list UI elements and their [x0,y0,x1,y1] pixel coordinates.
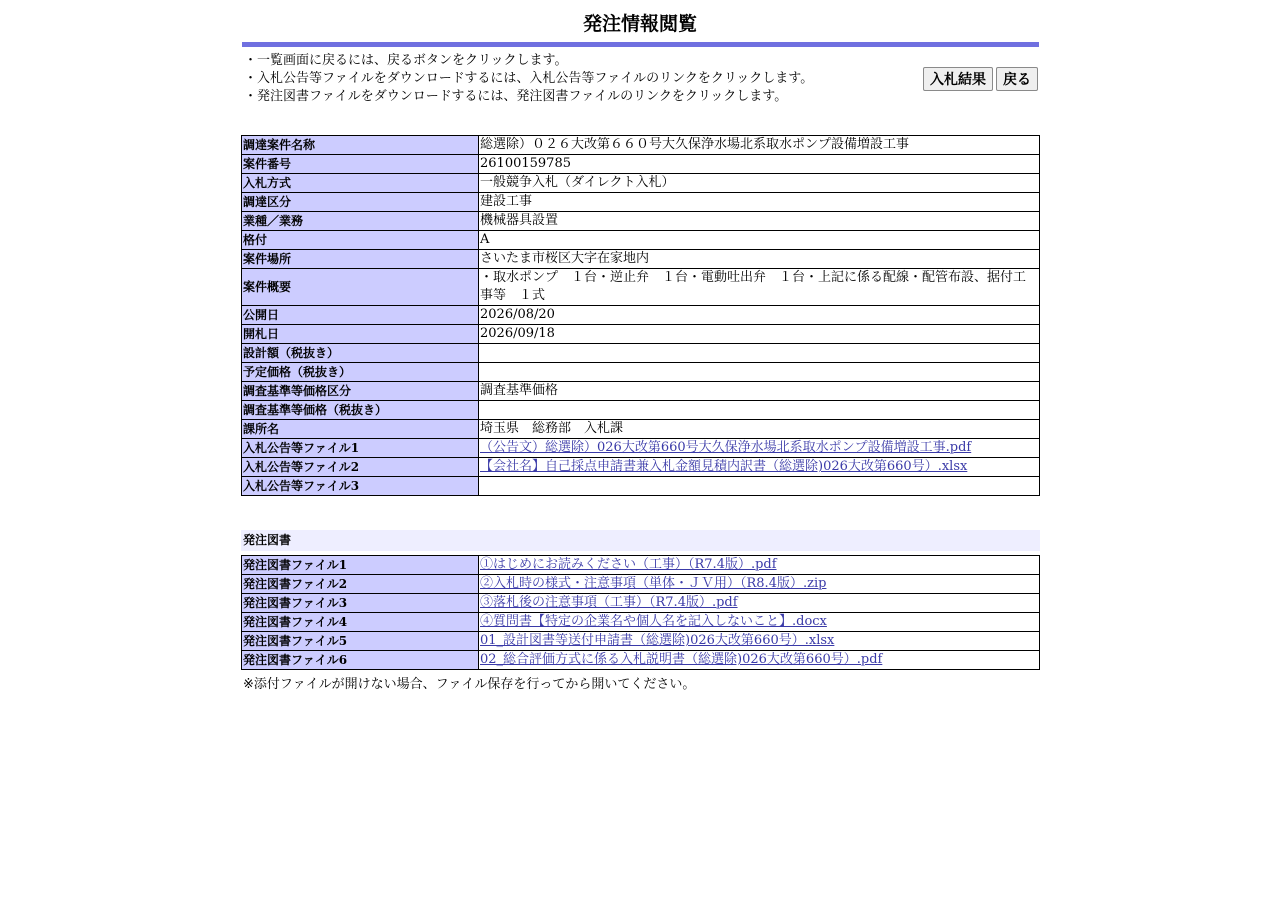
back-button[interactable]: 戻る [996,67,1038,91]
row-label: 公開日 [242,306,479,325]
row-label: 課所名 [242,420,479,439]
table-row [242,401,1040,420]
drawing-file-5-link[interactable]: 01_設計図書等送付申請書（総選除)026大改第660号）.xlsx [480,633,835,648]
table-row [242,250,1040,269]
file-cell [479,439,1040,458]
table-row [242,556,1040,575]
instruction-item: ・一覧画面に戻るには、戻るボタンをクリックします。 [244,53,568,68]
row-label: 調査基準等価格（税抜き） [242,401,479,420]
row-value: 建設工事 [479,193,1040,212]
file-label: 発注図書ファイル4 [242,613,479,632]
file-label: 発注図書ファイル6 [242,651,479,670]
row-label: 案件番号 [242,155,479,174]
table-row [242,594,1040,613]
table-row [242,136,1040,155]
instruction-item: ・発注図書ファイルをダウンロードするには、発注図書ファイルのリンクをクリックします。 [244,89,788,104]
table-row [242,382,1040,401]
file-cell [479,458,1040,477]
action-buttons [920,67,1038,91]
row-value [479,344,1040,363]
footer-note: ※添付ファイルが開けない場合、ファイル保存を行ってから開いてください。 [243,677,696,692]
notice-file-1-link[interactable]: （公告文）総選除）026大改第660号大久保浄水場北系取水ポンプ設備増設工事.pdf [480,440,972,455]
file-label: 入札公告等ファイル2 [242,458,479,477]
row-value: ・取水ポンプ １台・逆止弁 １台・電動吐出弁 １台・上記に係る配線・配管布設、据付工事等 １式 [479,269,1040,306]
drawing-file-4-link[interactable]: ④質問書【特定の企業名や個人名を記入しないこと】.docx [480,614,827,629]
row-label: 案件場所 [242,250,479,269]
instructions-area [241,47,1039,117]
drawing-file-2-link[interactable]: ②入札時の様式・注意事項（単体・ＪＶ用）（R8.4版）.zip [480,576,827,591]
table-row [242,344,1040,363]
table-row [242,458,1040,477]
table-row [242,231,1040,250]
drawing-file-3-link[interactable]: ③落札後の注意事項（工事）（R7.4版）.pdf [480,595,738,610]
file-cell [479,575,1040,594]
row-label: 予定価格（税抜き） [242,363,479,382]
row-label: 入札方式 [242,174,479,193]
file-label: 入札公告等ファイル3 [242,477,479,496]
file-label: 発注図書ファイル2 [242,575,479,594]
row-label: 開札日 [242,325,479,344]
table-row [242,155,1040,174]
table-row [242,212,1040,231]
row-value: 2026/09/18 [479,325,1040,344]
drawings-table [241,555,1040,670]
row-value: 機械器具設置 [479,212,1040,231]
row-value: さいたま市桜区大字在家地内 [479,250,1040,269]
table-row [242,306,1040,325]
file-cell [479,651,1040,670]
drawing-file-6-link[interactable]: 02_総合評価方式に係る入札説明書（総選除)026大改第660号）.pdf [480,652,883,667]
row-label: 業種／業務 [242,212,479,231]
row-label: 調達区分 [242,193,479,212]
row-label: 設計額（税抜き） [242,344,479,363]
details-table [241,135,1040,496]
row-value: 総選除）０２６大改第６６０号大久保浄水場北系取水ポンプ設備増設工事 [479,136,1040,155]
row-label: 調達案件名称 [242,136,479,155]
table-row [242,420,1040,439]
instruction-item: ・入札公告等ファイルをダウンロードするには、入札公告等ファイルのリンクをクリックします。 [244,71,814,86]
file-cell [479,556,1040,575]
notice-file-2-link[interactable]: 【会社名】自己採点申請書兼入札金額見積内訳書（総選除)026大改第660号）.xlsx [480,459,968,474]
bid-results-button[interactable]: 入札結果 [923,67,993,91]
file-label: 入札公告等ファイル1 [242,439,479,458]
file-label: 発注図書ファイル5 [242,632,479,651]
table-row [242,439,1040,458]
row-value: 26100159785 [479,155,1040,174]
drawing-file-1-link[interactable]: ①はじめにお読みください（工事）（R7.4版）.pdf [480,557,777,572]
table-row [242,477,1040,496]
table-row [242,174,1040,193]
row-value: 2026/08/20 [479,306,1040,325]
file-cell [479,594,1040,613]
table-row [242,269,1040,306]
file-cell [479,613,1040,632]
file-label: 発注図書ファイル1 [242,556,479,575]
row-value: A [479,231,1040,250]
table-row [242,651,1040,670]
row-label: 格付 [242,231,479,250]
table-row [242,325,1040,344]
table-row [242,575,1040,594]
row-value: 一般競争入札（ダイレクト入札） [479,174,1040,193]
page-title: 発注情報閲覧 [582,13,697,35]
table-row [242,363,1040,382]
row-value [479,401,1040,420]
table-row [242,193,1040,212]
file-cell [479,477,1040,496]
row-value [479,363,1040,382]
spacer [241,117,1039,135]
file-cell [479,632,1040,651]
row-value: 調査基準価格 [479,382,1040,401]
file-label: 発注図書ファイル3 [242,594,479,613]
page-container [241,0,1039,692]
drawings-heading: 発注図書 [241,530,1040,551]
row-label: 調査基準等価格区分 [242,382,479,401]
row-value: 埼玉県 総務部 入札課 [479,420,1040,439]
table-row [242,613,1040,632]
table-row [242,632,1040,651]
row-label: 案件概要 [242,269,479,306]
